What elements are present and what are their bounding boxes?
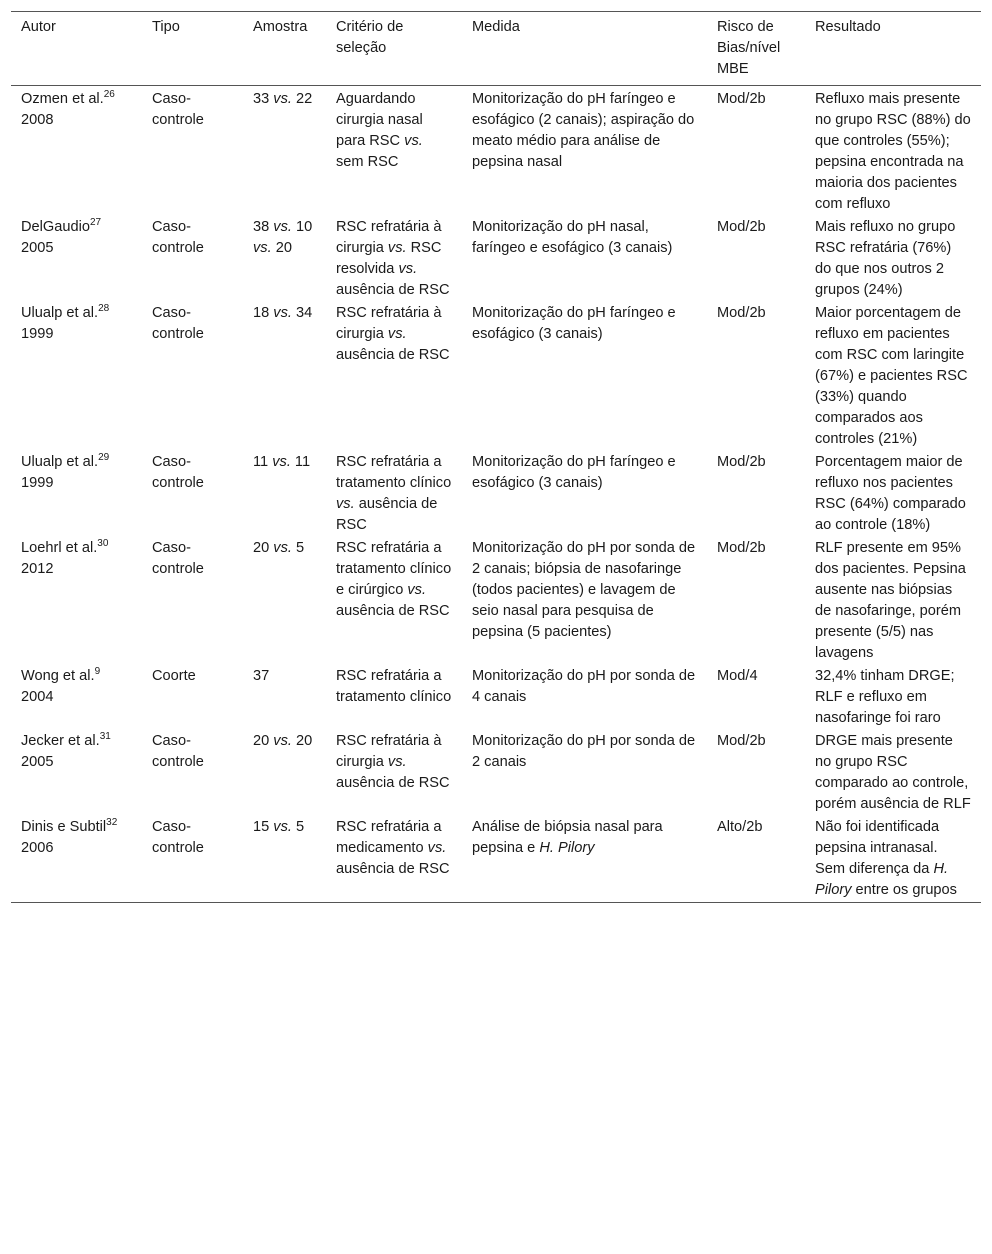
cell-text: Caso-controle (152, 819, 204, 856)
table-body (11, 86, 981, 903)
cell-text: 2005 (21, 754, 54, 770)
table-row (11, 86, 981, 217)
cell-text: sem RSC (336, 154, 399, 170)
cell-author (11, 537, 142, 665)
cell-text: 38 (253, 219, 274, 235)
cell-text: vs. (336, 496, 355, 512)
cell-type (142, 537, 243, 665)
cell-sample (243, 816, 326, 903)
cell-text: ausência de RSC (336, 282, 450, 298)
cell-text: Análise de biópsia nasal para pepsina e (472, 819, 663, 856)
cell-criteria (326, 216, 462, 302)
cell-text: Maior porcentagem de refluxo em pacientes com RSC com laringite (67%) e pacientes RSC (33%) quando comparados aos controles (21%) (815, 305, 968, 447)
cell-result (805, 216, 981, 302)
cell-criteria (326, 537, 462, 665)
cell-text: vs. (387, 754, 407, 770)
cell-text: vs. (387, 240, 407, 256)
cell-text: Loehrl et al. (21, 540, 98, 556)
cell-text: vs. (404, 133, 423, 149)
cell-type (142, 216, 243, 302)
cell-author (11, 86, 142, 217)
cell-text: Mod/2b (717, 219, 766, 235)
cell-text: ausência de RSC (336, 861, 450, 877)
evidence-table (11, 11, 981, 903)
cell-measure (462, 537, 707, 665)
cell-text: 5 (291, 540, 305, 556)
cell-text: vs. (273, 819, 292, 835)
cell-text: vs. (398, 261, 418, 277)
cell-sample (243, 216, 326, 302)
cell-measure (462, 730, 707, 816)
reference-number: 29 (98, 452, 110, 464)
cell-text: ausência de RSC (336, 496, 438, 533)
cell-text: Dinis e Subtil (21, 819, 107, 835)
cell-text: vs. (273, 219, 292, 235)
cell-text: Mod/2b (717, 305, 766, 321)
cell-text: RSC refratária à cirurgia (336, 305, 442, 342)
cell-type (142, 665, 243, 730)
cell-author (11, 302, 142, 451)
reference-number: 30 (97, 538, 109, 550)
cell-text: Não foi identificada pepsina intranasal. Sem diferença da (815, 819, 940, 877)
cell-text: 5 (291, 819, 305, 835)
cell-risk (707, 537, 805, 665)
cell-text: 2012 (21, 561, 54, 577)
reference-number: 32 (106, 817, 118, 829)
cell-sample (243, 537, 326, 665)
cell-text: Mod/2b (717, 540, 766, 556)
cell-author (11, 816, 142, 903)
cell-measure (462, 216, 707, 302)
cell-text: Refluxo mais presente no grupo RSC (88%) do que controles (55%); pepsina encontrada na maioria dos pacientes com refluxo (815, 91, 971, 212)
cell-sample (243, 665, 326, 730)
cell-text: vs. (427, 840, 447, 856)
cell-measure (462, 451, 707, 537)
cell-risk (707, 216, 805, 302)
cell-text: ausência de RSC (336, 347, 450, 363)
table-row (11, 302, 981, 451)
cell-text: Caso-controle (152, 454, 204, 491)
cell-type (142, 730, 243, 816)
header-amostra: Amostra (253, 19, 308, 35)
cell-risk (707, 302, 805, 451)
cell-text: 33 (253, 91, 274, 107)
cell-text: vs. (407, 582, 427, 598)
reference-number: 27 (89, 217, 102, 229)
cell-text: Caso-controle (152, 91, 204, 128)
cell-text: DelGaudio (21, 219, 90, 235)
table-row (11, 451, 981, 537)
cell-text: 11 (290, 454, 311, 470)
cell-text: 32,4% tinham DRGE; RLF e refluxo em nasofaringe foi raro (815, 668, 955, 726)
cell-text: Mais refluxo no grupo RSC refratária (76%) do que nos outros 2 grupos (24%) (815, 219, 956, 298)
cell-result (805, 537, 981, 665)
header-criterio: Critério de seleção (336, 19, 404, 56)
cell-text: 34 (291, 305, 313, 321)
cell-risk (707, 730, 805, 816)
cell-text: Monitorização do pH por sonda de 2 canais; biópsia de nasofaringe (todos pacientes) e lavagem de seio nasal para pesquisa de pepsina (5 pacientes) (472, 540, 696, 640)
header-medida: Medida (472, 19, 520, 35)
cell-text: Mod/2b (717, 454, 766, 470)
cell-text: H. Pilory (539, 840, 595, 856)
cell-text: RSC refratária a tratamento clínico e cirúrgico (336, 540, 452, 598)
cell-text: Caso-controle (152, 733, 204, 770)
table-header (11, 12, 981, 86)
cell-result (805, 302, 981, 451)
cell-author (11, 730, 142, 816)
cell-text: RSC refratária à cirurgia (336, 733, 442, 770)
cell-text: Caso-controle (152, 540, 204, 577)
cell-criteria (326, 302, 462, 451)
cell-text: 1999 (21, 475, 54, 491)
table-row (11, 665, 981, 730)
cell-criteria (326, 665, 462, 730)
cell-text: Monitorização do pH nasal, faríngeo e esofágico (3 canais) (472, 219, 673, 256)
cell-text: 2006 (21, 840, 54, 856)
cell-sample (243, 451, 326, 537)
cell-text: Coorte (152, 668, 196, 684)
cell-result (805, 730, 981, 816)
cell-text: 2008 (21, 112, 54, 128)
cell-text: H. Pilory (815, 861, 949, 898)
cell-author (11, 665, 142, 730)
cell-sample (243, 730, 326, 816)
header-tipo: Tipo (152, 19, 180, 35)
cell-text: 18 (253, 305, 274, 321)
cell-type (142, 451, 243, 537)
cell-text: 2004 (21, 689, 54, 705)
cell-text: ausência de RSC (336, 603, 450, 619)
cell-risk (707, 86, 805, 217)
cell-measure (462, 665, 707, 730)
cell-text: 2005 (21, 240, 54, 256)
cell-text: Monitorização do pH faríngeo e esofágico (2 canais); aspiração do meato médio para análise de pepsina nasal (472, 91, 695, 170)
cell-text: DRGE mais presente no grupo RSC comparado ao controle, porém ausência de RLF (815, 733, 971, 812)
cell-result (805, 451, 981, 537)
cell-measure (462, 302, 707, 451)
cell-text: Alto/2b (717, 819, 763, 835)
cell-text: RSC refratária à cirurgia (336, 219, 442, 256)
cell-text: Mod/2b (717, 733, 766, 749)
cell-text: Caso-controle (152, 219, 204, 256)
cell-text: 11 (253, 454, 273, 470)
cell-text: 20 (253, 733, 274, 749)
table-row (11, 816, 981, 903)
cell-author (11, 451, 142, 537)
cell-risk (707, 816, 805, 903)
cell-text: vs. (273, 91, 292, 107)
cell-result (805, 86, 981, 217)
cell-text: Monitorização do pH por sonda de 4 canais (472, 668, 696, 705)
header-risco: Risco de Bias/nível MBE (717, 19, 781, 77)
cell-text: RLF presente em 95% dos pacientes. Pepsina ausente nas biópsias de nasofaringe, porém presente (5/5) nas lavagens (815, 540, 966, 661)
cell-text: RSC refratária a medicamento (336, 819, 442, 856)
cell-type (142, 816, 243, 903)
cell-text: Ulualp et al. (21, 454, 99, 470)
cell-text: vs. (387, 326, 407, 342)
cell-text: Jecker et al. (21, 733, 100, 749)
cell-text: RSC refratária a tratamento clínico (336, 454, 452, 491)
cell-text: entre os grupos (851, 882, 957, 898)
cell-text: RSC refratária a tratamento clínico (336, 668, 452, 705)
table-row (11, 537, 981, 665)
cell-text: vs. (273, 540, 292, 556)
cell-text: 20 (271, 240, 292, 256)
cell-text: vs. (273, 305, 292, 321)
cell-criteria (326, 730, 462, 816)
cell-text: vs. (253, 240, 272, 256)
cell-text: Wong et al. (21, 668, 95, 684)
cell-risk (707, 451, 805, 537)
cell-type (142, 302, 243, 451)
cell-text: 20 (253, 540, 274, 556)
cell-measure (462, 816, 707, 903)
cell-criteria (326, 451, 462, 537)
cell-text: RSC resolvida (336, 240, 442, 277)
cell-risk (707, 665, 805, 730)
cell-text: 37 (253, 668, 270, 684)
cell-text: Aguardando cirurgia nasal para RSC (336, 91, 423, 149)
cell-author (11, 216, 142, 302)
reference-number: 9 (94, 666, 101, 678)
cell-text: 10 (291, 219, 313, 235)
cell-text: Ozmen et al. (21, 91, 104, 107)
cell-text: Caso-controle (152, 305, 204, 342)
reference-number: 26 (103, 89, 115, 101)
cell-criteria (326, 86, 462, 217)
cell-sample (243, 302, 326, 451)
header-autor: Autor (21, 19, 56, 35)
cell-text: Monitorização do pH faríngeo e esofágico (3 canais) (472, 454, 676, 491)
cell-result (805, 665, 981, 730)
cell-text: Monitorização do pH faríngeo e esofágico (3 canais) (472, 305, 676, 342)
cell-text: 20 (291, 733, 313, 749)
header-resultado: Resultado (815, 19, 881, 35)
cell-measure (462, 86, 707, 217)
cell-type (142, 86, 243, 217)
cell-text: Mod/2b (717, 91, 766, 107)
cell-text: Ulualp et al. (21, 305, 99, 321)
header-row (11, 12, 981, 86)
cell-text: Monitorização do pH por sonda de 2 canais (472, 733, 696, 770)
table-row (11, 216, 981, 302)
reference-number: 31 (99, 731, 111, 743)
cell-text: vs. (272, 454, 291, 470)
cell-text: 22 (291, 91, 313, 107)
cell-text: Mod/4 (717, 668, 758, 684)
cell-text: Porcentagem maior de refluxo nos pacientes RSC (64%) comparado ao controle (18%) (815, 454, 966, 533)
cell-sample (243, 86, 326, 217)
cell-criteria (326, 816, 462, 903)
cell-text: 15 (253, 819, 274, 835)
reference-number: 28 (98, 303, 110, 315)
cell-text: 1999 (21, 326, 54, 342)
cell-result (805, 816, 981, 903)
cell-text: ausência de RSC (336, 775, 450, 791)
cell-text: vs. (273, 733, 292, 749)
table-row (11, 730, 981, 816)
